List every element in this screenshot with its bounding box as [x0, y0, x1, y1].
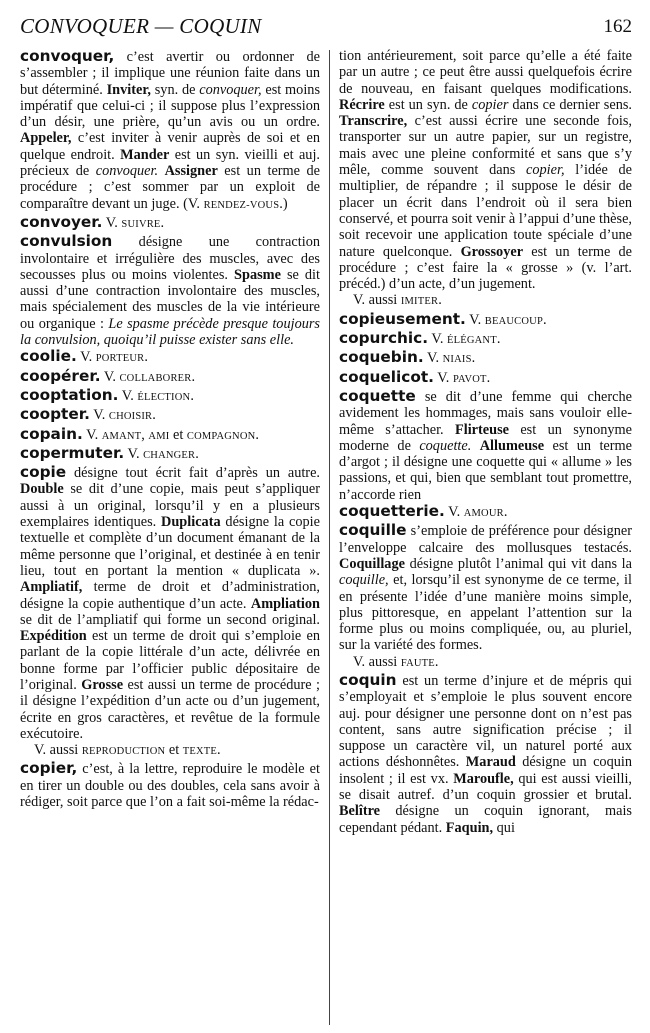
definition-text: c’est avertir ou ordonner de s’assembler ; il implique une réunion faite dans un but déterminé. — [20, 49, 320, 98]
definition-text: V. — [433, 369, 453, 386]
cross-reference: COLLABORER — [119, 372, 192, 384]
entry-copurchic — [339, 330, 632, 349]
see-also-label: V. aussi — [353, 653, 401, 670]
headword: copermuter. — [20, 443, 125, 462]
definition-text: désigne tout écrit fait d’après un autre. — [66, 465, 320, 482]
cross-reference: AMOUR — [463, 508, 504, 520]
definition-text: et, lorsqu’il est synonyme de ce terme, il en présente l’idée d’une manière moins simple, plus pittoresque, en appelant l’attention sur la forme plus ou moins compliquée, ou, au pluriel, sur la variété des formes. — [339, 572, 632, 654]
headword: copieusement. — [339, 309, 466, 328]
definition-text: c’est aussi écrire une seconde fois, transporter sur un autre papier, sur un registre, mais avec une pleine conformité et sans que s’y mêle, comme souvent dans — [339, 113, 632, 179]
entry-copier-continued — [339, 48, 632, 292]
column-divider — [329, 50, 330, 1025]
entry-convoyer — [20, 214, 320, 233]
entry-copie — [20, 464, 320, 742]
synonym: Spasme — [234, 266, 281, 283]
see-also-line — [339, 292, 632, 310]
cross-reference: NIAIS — [442, 354, 472, 366]
headword: copie — [20, 463, 67, 482]
cross-reference: PAVOT — [452, 373, 487, 385]
entry-convoquer — [20, 48, 320, 214]
synonym: Appeler, — [20, 130, 72, 147]
synonym: Expédition — [20, 628, 87, 645]
definition-text: et — [169, 426, 187, 443]
synonym: Maraud — [465, 754, 516, 771]
definition-text: V. — [89, 407, 109, 424]
definition-text: . — [144, 349, 148, 366]
definition-text: se dit d’une copie, mais peut s’appliquer aussi à un original, lorsqu’il y en a plusieurs exemplaires identiques. — [20, 481, 320, 531]
cross-reference: REPRODUCTION — [81, 746, 166, 758]
synonym: Récrire — [339, 96, 385, 113]
entry-copier — [20, 760, 320, 810]
headword: convoquer, — [20, 47, 115, 65]
headword: coquetterie. — [339, 502, 445, 521]
definition-text: qui est aussi vieilli, se disait autref. d’un coquin grossier et brutal. — [339, 770, 632, 804]
definition-text: est aussi un terme de procédure ; il désigne l’expédition d’un acte ou d’un jugement, écrite en gros caractères, et revêtue de la formule exécutoire. — [20, 676, 320, 742]
headword: coquebin. — [339, 348, 424, 367]
entry-coquille — [339, 522, 632, 653]
headword: convoyer. — [20, 212, 103, 231]
cross-reference: COMPAGNON — [186, 430, 256, 442]
definition-text: et — [165, 742, 183, 759]
definition-text: . — [160, 214, 165, 231]
synonym: Coquillage — [339, 555, 405, 572]
cross-reference: IMITER — [400, 296, 439, 308]
cross-reference: TEXTE — [182, 746, 218, 758]
definition-text: . — [191, 368, 196, 385]
definition-text: désigne plutôt l’animal qui vit dans la — [404, 555, 632, 572]
definition-text — [471, 438, 479, 454]
definition-text: se dit d’une femme qui cherche avidement les hommages, mais sans vouloir elle-même s’attacher. — [339, 388, 632, 438]
definition-text: se dit de l’ampliatif qui forme un second original. — [20, 611, 320, 628]
cross-reference: ÉLÉGANT — [447, 335, 497, 347]
definition-text: désigne une contraction involontaire et irrégulière des muscles, avec des secousses plus ou moins violentes. — [20, 234, 320, 283]
definition-text: . — [471, 350, 476, 367]
definition-text: V. — [444, 504, 464, 521]
cross-reference: PORTEUR — [95, 353, 145, 365]
definition-text: V. — [102, 214, 122, 231]
headword: copurchic. — [339, 329, 429, 348]
cross-reference: FAUTE — [400, 657, 435, 669]
see-also-line — [20, 742, 320, 760]
definition-text: V. — [100, 368, 120, 385]
entry-coquebin — [339, 349, 632, 368]
definition-text: désigne un coquin ignorant, mais cependant pédant. — [339, 803, 632, 836]
definition-text: désigne un coquin insolent ; il est vx. — [339, 754, 632, 787]
definition-text: est un terme de procédure ; c’est faire la « grosse » (v. l’art. précéd.) d’un acte, d’un jugement. — [339, 243, 632, 293]
synonym: Double — [20, 481, 64, 498]
headword: convulsion — [20, 232, 113, 251]
entry-coquelicot — [339, 369, 632, 388]
definition-text: . — [255, 426, 259, 443]
definition-text: . — [486, 369, 491, 386]
italic-term: convoquer. — [95, 163, 159, 180]
synonym: Duplicata — [161, 514, 221, 531]
definition-text: . — [217, 742, 221, 759]
definition-text: est un syn. vieilli et auj. précieux de — [20, 146, 320, 180]
headword: copier, — [20, 759, 78, 778]
synonym: Ampliation — [250, 595, 320, 612]
definition-text: est un syn. de — [384, 96, 472, 113]
synonym: Inviter, — [106, 81, 151, 98]
cross-reference: CHOISIR — [108, 411, 153, 423]
entry-coquette — [339, 388, 632, 503]
running-head — [20, 14, 632, 40]
running-title: CONVOQUER — COQUIN — [20, 14, 262, 38]
entry-cooperer — [20, 368, 320, 387]
see-also-label: V. aussi — [34, 742, 82, 759]
italic-term: convoquer, — [199, 81, 262, 98]
synonym: Grossoyer — [460, 243, 524, 260]
cross-reference: CHANGER — [143, 449, 196, 461]
headword: coquette — [339, 386, 416, 405]
definition-text: tion antérieurement, soit parce qu’elle a été faite par un autre ; ce peut être aussi quelquefois écrire de nouveau, en faisant quelques modifications. — [339, 48, 632, 97]
page-number: 162 — [603, 16, 632, 37]
definition-text: V. — [124, 445, 144, 462]
cross-reference: SUIVRE — [121, 218, 161, 230]
definition-text: . — [152, 407, 156, 424]
headword: copain. — [20, 424, 83, 443]
cross-reference: RENDEZ-VOUS — [203, 199, 280, 211]
synonym: Faquin, — [445, 819, 494, 836]
entry-coquin — [339, 672, 632, 836]
synonym: Mander — [120, 146, 170, 163]
definition-text: est un terme d’injure et de mépris qui s’employait et s’emploie le plus souvent encore auj. pour désigner une personne dont on n’est pas content, sans autre signification précise ; il suppose un caractère vil, un naturel porté aux actions déshonnêtes. — [339, 672, 632, 771]
definition-text: .) — [279, 195, 288, 212]
entry-coopter — [20, 406, 320, 425]
headword: coquille — [339, 521, 407, 540]
definition-text: syn. de — [150, 81, 200, 98]
definition-text: est un synonyme moderne de — [339, 421, 632, 454]
definition-text: s’emploie de préférence pour désigner l’enveloppe calcaire des mollusques testacés. — [339, 523, 632, 556]
headword: coolie. — [20, 347, 77, 366]
example-sentence: Le spasme précède presque toujours la convulsion, quoiqu’il puisse exister sans elle. — [20, 315, 320, 349]
see-also-line — [339, 654, 632, 672]
cross-reference: BEAUCOUP — [484, 315, 543, 327]
definition-text: . — [543, 311, 547, 328]
entry-convulsion — [20, 233, 320, 348]
definition-text: c’est, à la lettre, reproduire le modèle et en tirer un double ou des doubles, cela sans avoir à rédiger, soit parce que l’on a fait soi-même la rédac- — [20, 761, 320, 811]
definition-text: . — [434, 653, 439, 670]
definition-text: V. — [423, 350, 443, 367]
italic-term: copier, — [526, 162, 565, 179]
synonym: Belître — [339, 803, 381, 820]
synonym: Flirteuse — [454, 421, 509, 438]
definition-text: l’idée de multiplier, de répandre ; il suppose le désir de placer un écrit dans l’endroit où il sera bien conservé, et pourra soit venir à l’appui d’une thèse, soit recevoir une application toute spéciale d’une nature quelconque. — [339, 162, 633, 260]
definition-text: . — [503, 504, 508, 521]
definition-text: V. — [428, 331, 447, 348]
italic-term: copier — [471, 96, 509, 113]
definition-text: désigne la copie textuelle et complète d’un document émanant de la même personne que l’original, et destinée à en tenir lieu, tout en portant la mention « duplicata ». — [20, 514, 320, 579]
definition-text: qui — [493, 819, 515, 836]
definition-text: . — [190, 387, 194, 404]
definition-text: . — [438, 292, 442, 309]
entry-cooptation — [20, 387, 320, 406]
see-also-label: V. aussi — [353, 292, 401, 309]
definition-text: V. — [76, 349, 96, 366]
cross-reference: ÉLECTION — [137, 391, 191, 403]
definition-text: c’est inviter à venir auprès de soi et en quelque endroit. — [20, 130, 320, 163]
headword: coquelicot. — [339, 367, 434, 386]
synonym: Transcrire, — [339, 113, 408, 130]
cross-reference: AMI — [148, 430, 170, 442]
cross-reference: AMANT — [101, 430, 142, 442]
entry-copermuter — [20, 445, 320, 464]
entry-coolie — [20, 348, 320, 367]
entry-coquetterie — [339, 503, 632, 522]
synonym: Assigner — [164, 163, 218, 180]
definition-text: est un terme de procédure ; c’est sommer par un exploit de comparaître devant un juge. (V. — [20, 163, 321, 212]
definition-text: , — [141, 426, 149, 443]
headword: cooptation. — [20, 385, 119, 404]
synonym: Grosse — [81, 676, 124, 693]
headword: coquin — [339, 670, 397, 689]
definition-text: se dit aussi d’une contraction involontaire des muscles, mais spécialement des muscles de la vie intérieure ou organique : — [20, 266, 320, 332]
definition-text: V. — [82, 426, 102, 443]
italic-term: coquille, — [339, 572, 389, 589]
right-column — [339, 48, 632, 836]
headword: coopter. — [20, 405, 90, 424]
definition-text: . — [195, 445, 199, 462]
definition-text: est un terme d’argot ; il désigne une coquette qui « allume » les passions, et qui, bien que semblant tout promettre, n’accorde rien — [339, 437, 632, 503]
definition-text: V. — [465, 311, 485, 328]
synonym: Maroufle, — [453, 770, 514, 787]
synonym: Allumeuse — [479, 437, 545, 454]
definition-text: dans ce dernier sens. — [508, 96, 632, 113]
definition-text: est moins impératif que celui-ci ; il suppose plus l’expression d’un désir, une prière, qu’un avis ou un ordre. — [20, 81, 321, 131]
headword: coopérer. — [20, 366, 101, 385]
entry-copieusement — [339, 311, 632, 330]
left-column — [20, 48, 320, 810]
definition-text: V. — [118, 387, 138, 404]
italic-term: coquette. — [419, 437, 472, 454]
definition-text: est un terme de droit qui s’emploie en parlant de la copie littérale d’un acte, délivrée en bonne forme par l’officier public dépositaire de l’original. — [20, 628, 320, 693]
synonym: Ampliatif, — [20, 579, 83, 596]
definition-text: terme de droit et d’administration, désigne la copie authentique d’un acte. — [20, 579, 320, 612]
definition-text: . — [496, 331, 501, 348]
entry-copain — [20, 426, 320, 445]
